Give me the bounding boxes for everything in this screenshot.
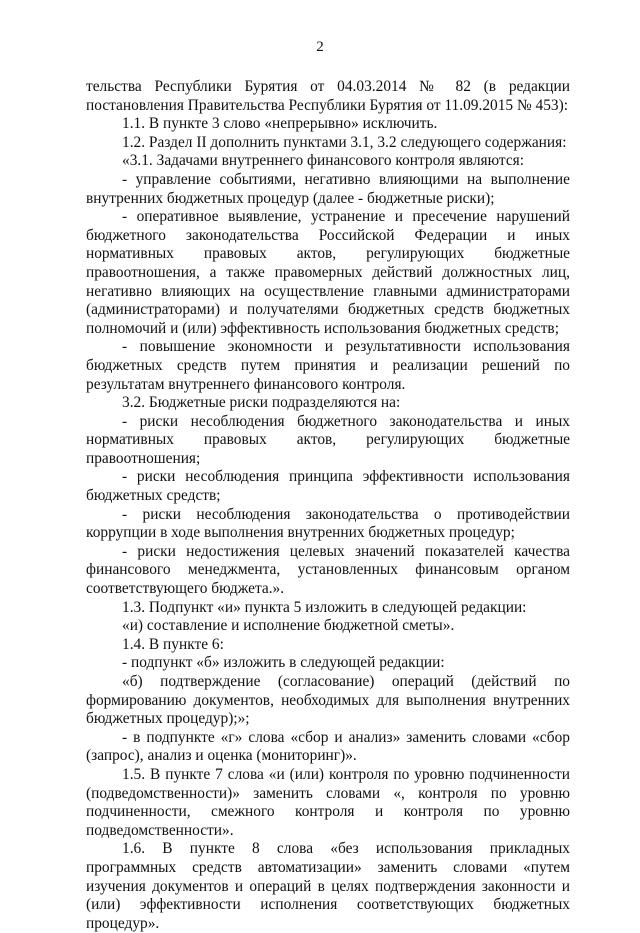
paragraph-14: «и) составление и исполнение бюджетной сметы». xyxy=(122,617,455,635)
paragraph-6: - оперативное выявление, устранение и пресечение нарушений бюджетного законодательства Российской Федерации и иных нормативных правовых актов, регулирующих бюджетные правоотношения, а также правомерных действий должностных лиц, негативно влияющих на осуществление главными администраторами (администраторами) и получателями бюджетных средств бюджетных полномочий и (или) эффективность использования бюджетных средств; xyxy=(86,208,570,337)
paragraph-8: 3.2. Бюджетные риски подразделяются на: xyxy=(122,394,401,412)
paragraph-11: - риски несоблюдения законодательства о противодействии коррупции в ходе выполнения внутренних бюджетных процедур; xyxy=(86,505,570,542)
paragraph-3: 1.2. Раздел II дополнить пунктами 3.1, 3.2 следующего содержания: xyxy=(122,133,567,151)
paragraph-19: 1.5. В пункте 7 слова «и (или) контроля по уровню подчиненности (подведомственности)» заменить словами «, контроля по уровню подчиненности, смежного контроля и контроля по уровню подведомственности». xyxy=(86,765,570,839)
page-number: 2 xyxy=(316,39,324,55)
paragraph-1: тельства Республики Бурятия от 04.03.2014 № 82 (в редакции постановления Правительства Республики Бурятия от 11.09.2015 № 453): xyxy=(86,78,570,114)
document-body xyxy=(86,78,570,933)
paragraph-12: - риски недостижения целевых значений показателей качества финансового менеджмента, установленных финансовым органом соответствующего бюджета.». xyxy=(86,542,570,598)
paragraph-18: - в подпункте «г» слова «сбор и анализ» заменить словами «сбор (запрос), анализ и оценка (мониторинг)». xyxy=(86,728,570,765)
paragraph-2: 1.1. В пункте 3 слово «непрерывно» исключить. xyxy=(122,115,438,133)
paragraph-20: 1.6. В пункте 8 слова «без использования прикладных программных средств автоматизации» заменить словами «путем изучения документов и операций в целях подтверждения законности и (или) эффективности исполнения соответствующих бюджетных процедур». xyxy=(86,840,570,932)
paragraph-16: - подпункт «б» изложить в следующей редакции: xyxy=(122,654,445,672)
paragraph-13: 1.3. Подпункт «и» пункта 5 изложить в следующей редакции: xyxy=(122,598,527,616)
paragraph-10: - риски несоблюдения принципа эффективности использования бюджетных средств; xyxy=(86,468,570,505)
paragraph-15: 1.4. В пункте 6: xyxy=(122,635,224,653)
paragraph-5: - управление событиями, негативно влияющими на выполнение внутренних бюджетных процедур (далее - бюджетные риски); xyxy=(86,170,570,207)
paragraph-4: «3.1. Задачами внутреннего финансового контроля являются: xyxy=(122,152,525,170)
paragraph-9: - риски несоблюдения бюджетного законодательства и иных нормативных правовых актов, регулирующих бюджетные правоотношения; xyxy=(86,412,570,467)
paragraph-7: - повышение экономности и результативности использования бюджетных средств путем принятия и реализации решений по результатам внутреннего финансового контроля. xyxy=(86,338,570,393)
paragraph-17: «б) подтверждение (согласование) операций (действий по формированию документов, необходимых для выполнения внутренних бюджетных процедур);»; xyxy=(86,673,570,728)
